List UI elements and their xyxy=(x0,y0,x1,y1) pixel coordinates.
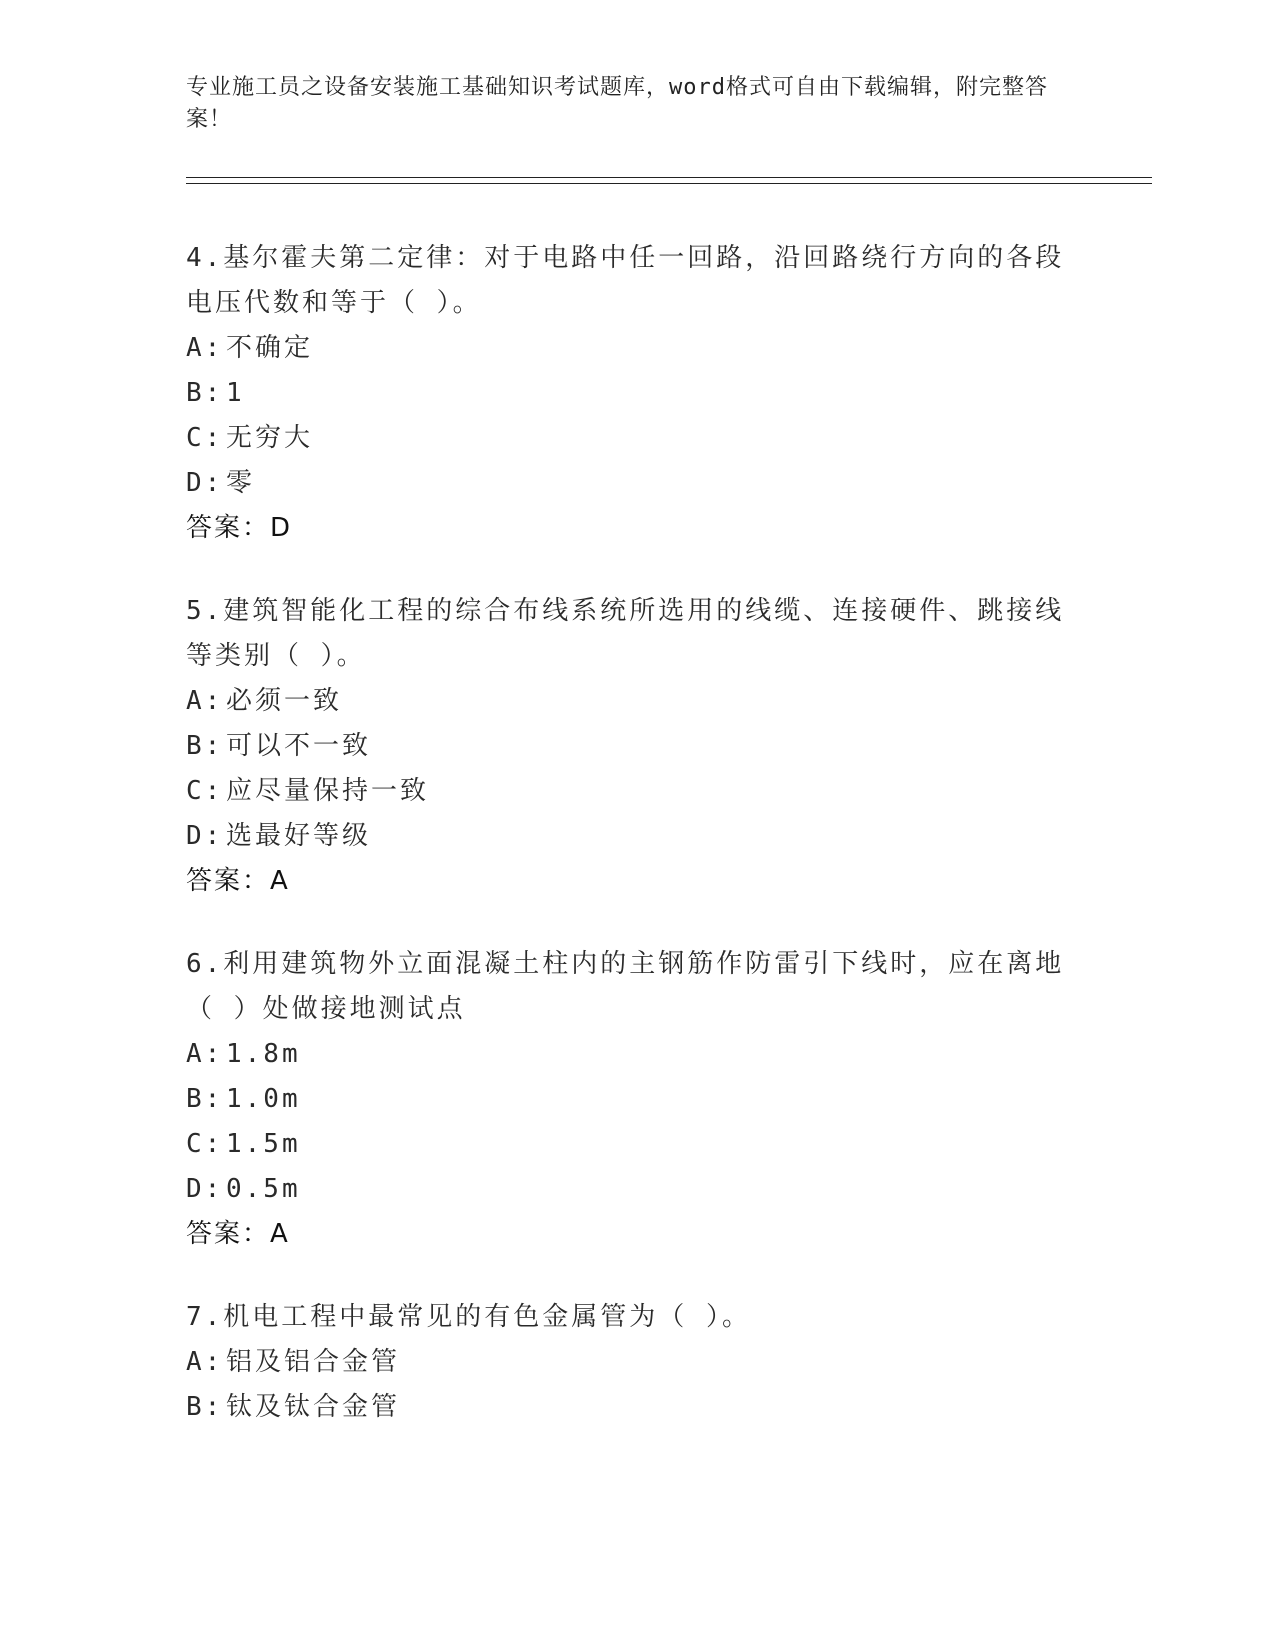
option-row xyxy=(186,814,1066,859)
option-key: B: xyxy=(186,378,224,408)
option-row xyxy=(186,416,1066,461)
option-key: D: xyxy=(186,468,224,498)
option-text: 0.5m xyxy=(226,1174,301,1204)
answer-line: 答案：A xyxy=(186,866,290,896)
option-row xyxy=(186,679,1066,724)
question-stem: 6.利用建筑物外立面混凝土柱内的主钢筋作防雷引下线时，应在离地（ ）处做接地测试点 xyxy=(186,949,1065,1024)
header-divider-top xyxy=(186,177,1152,178)
option-text: 不确定 xyxy=(226,333,314,363)
option-key: B: xyxy=(186,1392,224,1422)
question-stem: 7.机电工程中最常见的有色金属管为（ ）。 xyxy=(186,1302,751,1332)
option-text: 无穷大 xyxy=(226,423,314,453)
answer-line: 答案：D xyxy=(186,513,293,543)
option-key: B: xyxy=(186,1084,224,1114)
option-text: 1.5m xyxy=(226,1129,301,1159)
option-text: 1.0m xyxy=(226,1084,301,1114)
header-divider-bottom xyxy=(186,183,1152,184)
option-row xyxy=(186,1167,1066,1212)
option-row xyxy=(186,461,1066,506)
option-row xyxy=(186,1032,1066,1077)
option-key: D: xyxy=(186,821,224,851)
option-text: 可以不一致 xyxy=(226,731,372,761)
option-text: 铝及铝合金管 xyxy=(226,1347,401,1377)
option-key: C: xyxy=(186,776,224,806)
question-stem: 5.建筑智能化工程的综合布线系统所选用的线缆、连接硬件、跳接线等类别（ ）。 xyxy=(186,596,1065,671)
question-item xyxy=(186,942,1066,1257)
option-row xyxy=(186,1077,1066,1122)
question-item xyxy=(186,589,1066,904)
option-key: D: xyxy=(186,1174,224,1204)
option-text: 零 xyxy=(226,468,256,498)
option-text: 应尽量保持一致 xyxy=(226,776,430,806)
question-stem: 4.基尔霍夫第二定律：对于电路中任一回路，沿回路绕行方向的各段电压代数和等于（ ）。 xyxy=(186,243,1065,318)
option-key: A: xyxy=(186,333,224,363)
option-key: A: xyxy=(186,1347,224,1377)
question-list xyxy=(186,236,1066,1468)
answer-line: 答案：A xyxy=(186,1219,290,1249)
option-text: 选最好等级 xyxy=(226,821,372,851)
option-text: 1 xyxy=(226,378,245,408)
option-row xyxy=(186,326,1066,371)
option-key: C: xyxy=(186,1129,224,1159)
option-text: 必须一致 xyxy=(226,686,343,716)
option-row xyxy=(186,1340,1066,1385)
option-row xyxy=(186,1122,1066,1167)
option-text: 钛及钛合金管 xyxy=(226,1392,401,1422)
option-text: 1.8m xyxy=(226,1039,301,1069)
option-key: C: xyxy=(186,423,224,453)
question-item xyxy=(186,1295,1066,1430)
option-row xyxy=(186,769,1066,814)
option-key: A: xyxy=(186,686,224,716)
option-key: B: xyxy=(186,731,224,761)
question-item xyxy=(186,236,1066,551)
document-header: 专业施工员之设备安装施工基础知识考试题库，word格式可自由下载编辑，附完整答案！ xyxy=(186,75,1048,132)
option-key: A: xyxy=(186,1039,224,1069)
option-row xyxy=(186,724,1066,769)
option-row xyxy=(186,1385,1066,1430)
option-row xyxy=(186,371,1066,416)
